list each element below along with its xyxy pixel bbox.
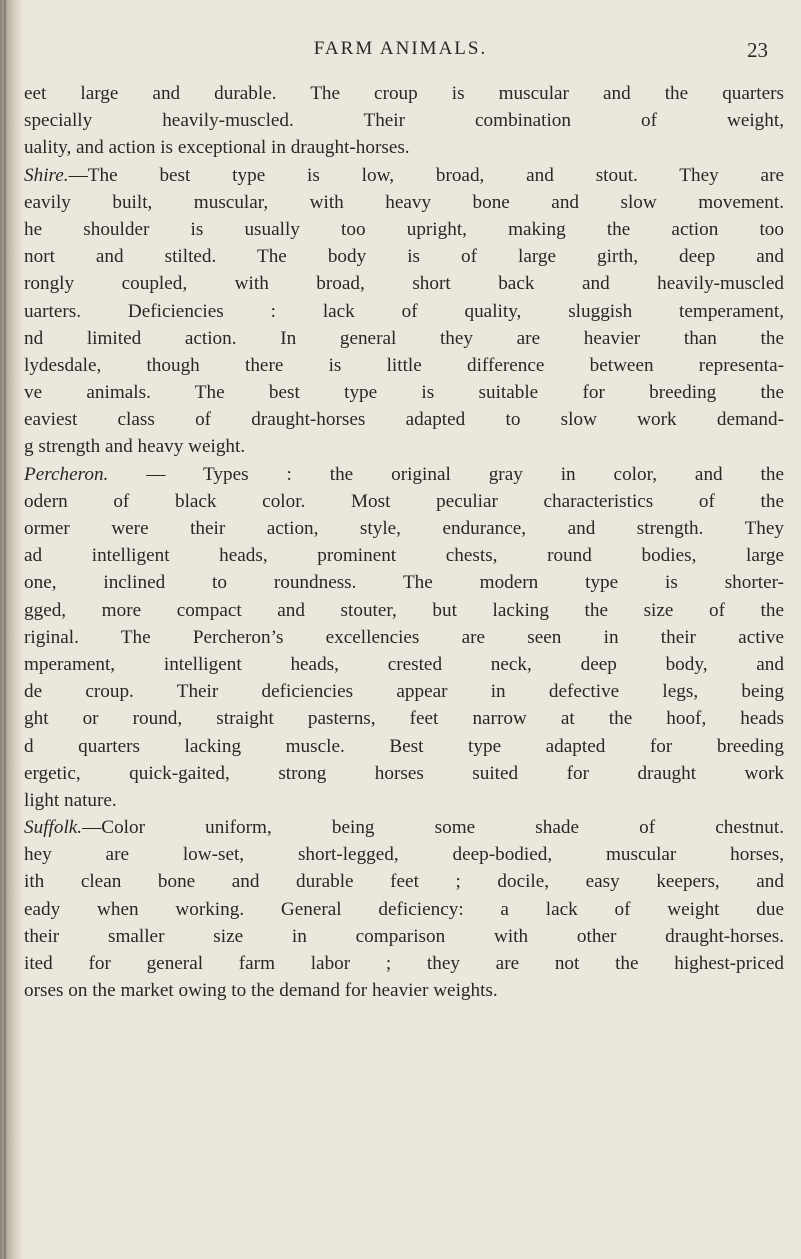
text-line (24, 950, 784, 977)
text-line (24, 488, 784, 515)
section-heading: Percheron. (24, 463, 109, 485)
text-line (24, 162, 784, 189)
text-line (24, 896, 784, 923)
line-text: nort and stilted. The body is of large girth, deep and (24, 246, 784, 268)
text-line (24, 379, 784, 406)
text-line (24, 433, 784, 460)
line-text: lydesdale, though there is little difference between representa- (24, 354, 784, 376)
text-line (24, 189, 784, 216)
line-text: d quarters lacking muscle. Best type adapted for breeding (24, 735, 784, 757)
text-line (24, 216, 784, 243)
binding-shadow-line (4, 0, 6, 1259)
line-text: eet large and durable. The croup is muscular and the quarters (24, 83, 784, 104)
line-text: riginal. The Percheron’s excellencies are seen in their active (24, 626, 784, 648)
text-line (24, 270, 784, 297)
line-text: uarters. Deficiencies : lack of quality, sluggish temperament, (24, 300, 784, 322)
line-text: mperament, intelligent heads, crested neck, deep body, and (24, 653, 784, 675)
line-text: ith clean bone and durable feet ; docile, easy keepers, and (24, 871, 784, 893)
text-line (24, 134, 784, 161)
line-text: nd limited action. In general they are heavier than the (24, 327, 784, 349)
line-text: gged, more compact and stouter, but lacking the size of the (24, 599, 784, 621)
line-text: orses on the market owing to the demand for heavier weights. (24, 980, 498, 1002)
text-line (24, 923, 784, 950)
line-text: ad intelligent heads, prominent chests, round bodies, large (24, 545, 784, 567)
section-heading: Shire. (24, 164, 69, 186)
text-line (24, 678, 784, 705)
text-line (24, 705, 784, 732)
text-line (24, 461, 784, 488)
page-header (0, 38, 801, 68)
line-text: eavily built, muscular, with heavy bone and slow movement. (24, 191, 784, 213)
text-line (24, 80, 784, 107)
running-title: FARM ANIMALS. (313, 38, 488, 59)
line-text: their smaller size in comparison with other draught-horses. (24, 925, 784, 947)
line-text: — Types : the original gray in color, and the (108, 463, 784, 485)
line-text: ormer were their action, style, endurance, and strength. They (24, 518, 784, 539)
line-text: he shoulder is usually too upright, making the action too (24, 218, 784, 240)
line-text: eaviest class of draught-horses adapted to slow work demand- (24, 409, 784, 431)
text-line (24, 569, 784, 596)
page-binding-edge (0, 0, 22, 1259)
text-line (24, 406, 784, 433)
line-text: ited for general farm labor ; they are not the highest-priced (24, 953, 784, 974)
line-text: specially heavily-muscled. Their combination of weight, (24, 110, 784, 132)
line-text: de croup. Their deficiencies appear in defective legs, being (24, 681, 784, 703)
text-line (24, 841, 784, 868)
text-line (24, 814, 784, 841)
page-number: 23 (747, 38, 768, 62)
text-line (24, 515, 784, 542)
text-line (24, 542, 784, 569)
text-line (24, 760, 784, 787)
text-line (24, 325, 784, 352)
line-text: ght or round, straight pasterns, feet narrow at the hoof, heads (24, 708, 784, 730)
text-line (24, 352, 784, 379)
section-heading: Suffolk. (24, 817, 83, 839)
line-text: ve animals. The best type is suitable for breeding the (24, 382, 784, 404)
text-line (24, 298, 784, 325)
body-text (24, 80, 784, 1004)
line-text: one, inclined to roundness. The modern type is shorter- (24, 572, 784, 594)
text-line (24, 868, 784, 895)
line-text: g strength and heavy weight. (24, 436, 246, 458)
line-text: light nature. (24, 789, 117, 811)
text-line (24, 597, 784, 624)
line-text: —Color uniform, being some shade of chestnut. (82, 817, 784, 839)
line-text: odern of black color. Most peculiar characteristics of the (24, 490, 784, 512)
line-text: eady when working. General deficiency: a lack of weight due (24, 898, 784, 920)
text-line (24, 787, 784, 814)
line-text: ergetic, quick-gaited, strong horses suited for draught work (24, 762, 784, 784)
line-text: —The best type is low, broad, and stout. They are (68, 164, 784, 186)
line-text: rongly coupled, with broad, short back and heavily-muscled (24, 273, 784, 295)
text-line (24, 651, 784, 678)
text-line (24, 733, 784, 760)
line-text: uality, and action is exceptional in draught-horses. (24, 137, 410, 159)
text-line (24, 977, 784, 1004)
line-text: hey are low-set, short-legged, deep-bodied, muscular horses, (24, 844, 784, 866)
text-line (24, 624, 784, 651)
text-line (24, 107, 784, 134)
text-line (24, 243, 784, 270)
